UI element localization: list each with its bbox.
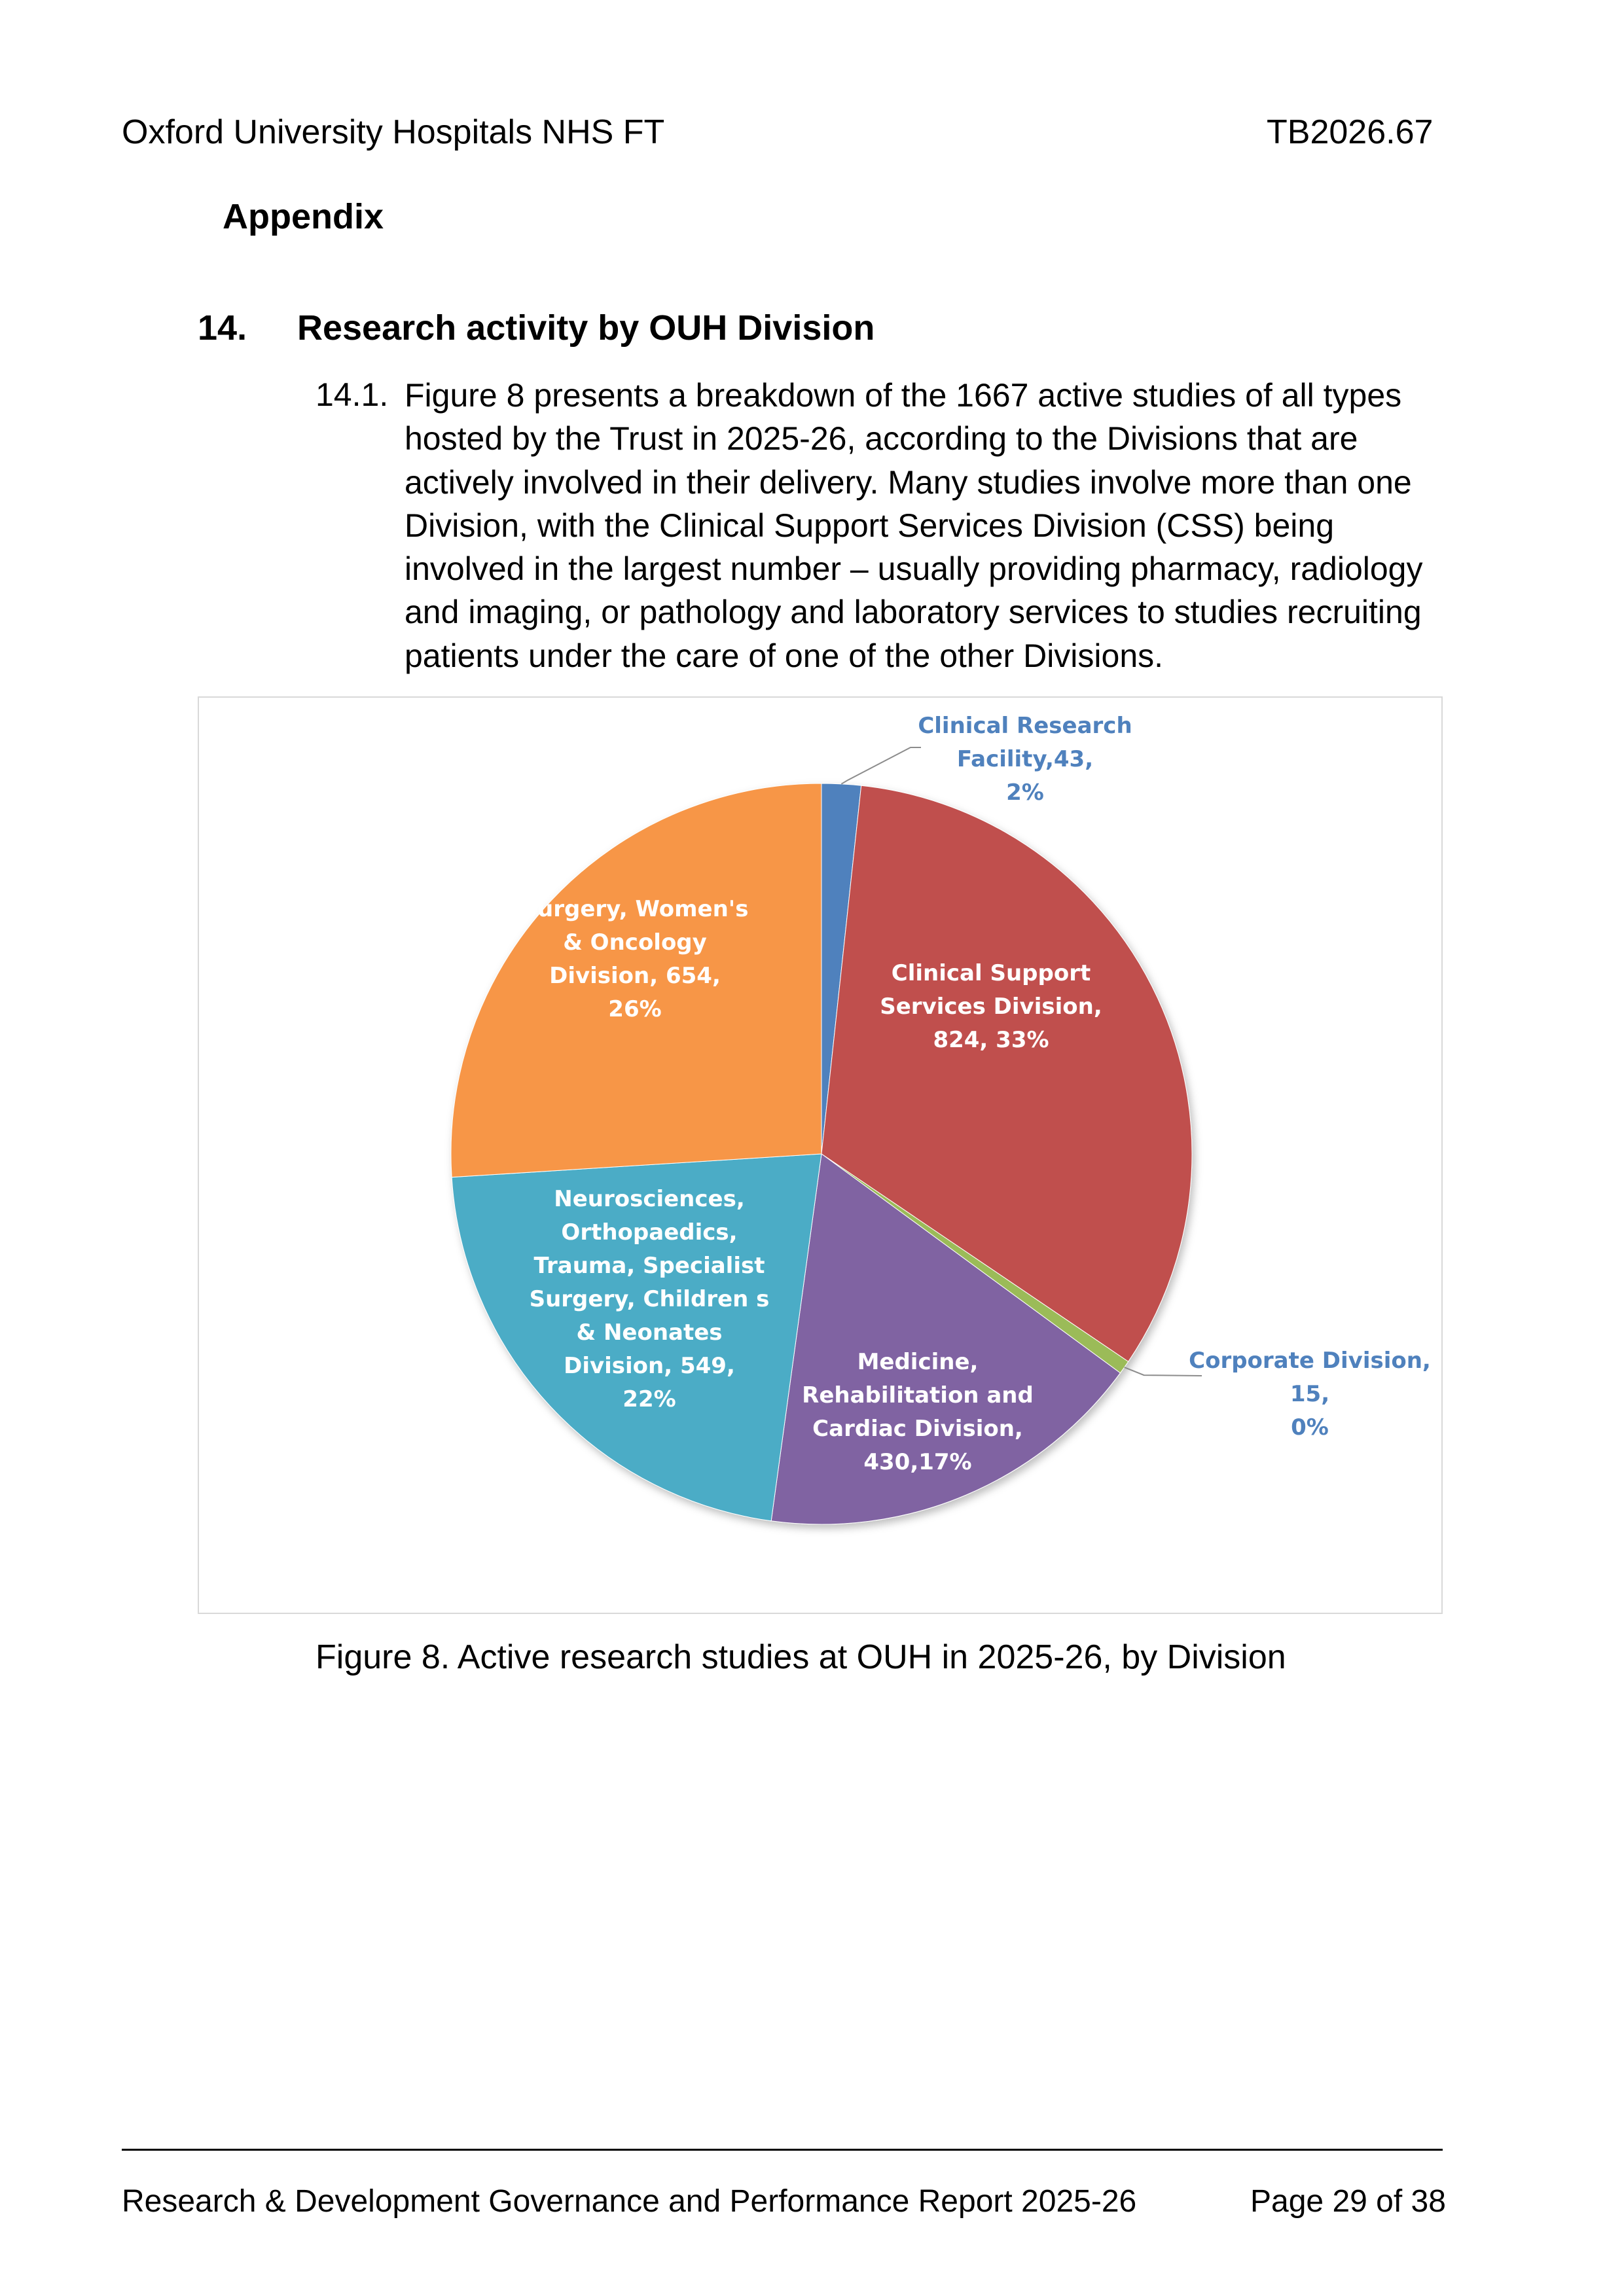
slice-label-line: Surgery, Children s <box>529 1286 770 1312</box>
slice-label-line: Medicine, <box>857 1349 979 1375</box>
slice-label-line: Corporate Division, <box>1189 1348 1431 1374</box>
slice-label-line: Division, 549, <box>564 1353 735 1379</box>
slice-label-line: Facility,43, <box>956 746 1094 772</box>
slice-label-line: Trauma, Specialist <box>533 1253 765 1279</box>
pie-chart-frame <box>198 696 1443 1614</box>
paragraph-line: involved in the largest number – usually providing pharmacy, radiology <box>405 550 1423 588</box>
slice-label-line: Clinical Research <box>918 713 1132 739</box>
slice-label-line: Division, 654, <box>549 963 721 989</box>
header-reference: TB2026.67 <box>1267 113 1434 151</box>
paragraph-line: Figure 8 presents a breakdown of the 1667 active studies of all types <box>405 377 1402 414</box>
section-number: 14. <box>198 308 247 348</box>
slice-label-line: Surgery, Women's <box>521 896 749 922</box>
slice-label-line: 26% <box>608 996 662 1022</box>
slice-label-line: 430,17% <box>863 1449 972 1475</box>
paragraph-line: actively involved in their delivery. Many studies involve more than one <box>405 463 1412 501</box>
footer-divider <box>122 2149 1443 2151</box>
slice-label-line: Orthopaedics, <box>561 1219 738 1246</box>
slice-label-line: Rehabilitation and <box>802 1382 1034 1408</box>
paragraph-line: patients under the care of one of the other Divisions. <box>405 637 1164 674</box>
paragraph-number: 14.1. <box>316 376 389 413</box>
footer-page-number: Page 29 of 38 <box>1250 2184 1446 2219</box>
slice-label-line: 2% <box>1006 780 1044 806</box>
paragraph-line: and imaging, or pathology and laboratory services to studies recruiting <box>405 594 1422 631</box>
slice-label-line: 0% <box>1291 1414 1329 1441</box>
slice-label-line: & Oncology <box>563 929 707 956</box>
slice-label-line: Clinical Support <box>891 960 1091 986</box>
slice-label <box>1189 1348 1431 1441</box>
paragraph-text <box>405 374 1465 677</box>
pie-chart <box>199 698 1441 1613</box>
appendix-heading: Appendix <box>223 197 384 236</box>
slice-label-line: 15, <box>1290 1381 1330 1407</box>
header-organization: Oxford University Hospitals NHS FT <box>122 113 665 151</box>
paragraph-line: hosted by the Trust in 2025-26, according to the Divisions that are <box>405 420 1358 457</box>
slice-label-line: Services Division, <box>880 994 1102 1020</box>
slice-label <box>530 1186 770 1412</box>
slice-label-line: Neurosciences, <box>554 1186 745 1212</box>
slice-label-line: & Neonates <box>576 1319 723 1346</box>
slice-label-line: 22% <box>623 1386 676 1412</box>
leader-line <box>841 747 921 784</box>
slice-label-line: Cardiac Division, <box>812 1416 1023 1442</box>
section-title: Research activity by OUH Division <box>297 308 875 348</box>
slice-label-line: 824, 33% <box>933 1027 1049 1053</box>
footer-report-title: Research & Development Governance and Performance Report 2025-26 <box>122 2184 1137 2219</box>
paragraph-line: Division, with the Clinical Support Services Division (CSS) being <box>405 507 1334 544</box>
figure-caption: Figure 8. Active research studies at OUH in 2025-26, by Division <box>316 1638 1286 1676</box>
slice-label <box>918 713 1132 806</box>
